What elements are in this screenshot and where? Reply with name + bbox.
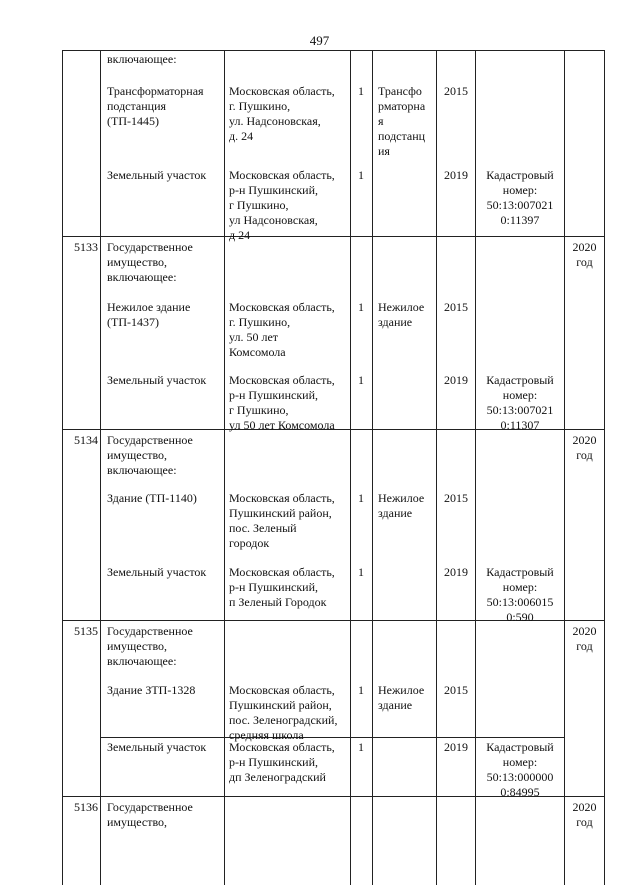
grid-line xyxy=(62,50,63,885)
row-title: Государственное имущество, включающее: xyxy=(107,624,193,668)
building-address: Московская область, г. Пушкино, ул. 50 лет Комсомола xyxy=(229,300,335,359)
land-qty: 1 xyxy=(358,740,364,754)
row-id: 5134 xyxy=(74,433,98,447)
land-address: Московская область, р-н Пушкинский, п Зеленый Городок xyxy=(229,565,335,609)
building-address: Московская область, Пушкинский район, пос. Зеленый городок xyxy=(229,491,335,550)
land-year: 2019 xyxy=(444,373,468,387)
land-qty: 1 xyxy=(358,565,364,579)
land-cadastral: Кадастровый номер: 50:13:000000 0:84995 xyxy=(486,740,554,799)
row-id: 5135 xyxy=(74,624,98,638)
building-name: Нежилое здание (ТП-1437) xyxy=(107,300,191,329)
building-type: Нежилое здание xyxy=(378,683,425,712)
row-id: 5133 xyxy=(74,240,98,254)
building-name: Здание ЗТП-1328 xyxy=(107,683,196,697)
building-qty: 1 xyxy=(358,683,364,697)
land-address: Московская область, р-н Пушкинский, г Пушкино, ул Надсоновская, д 24 xyxy=(229,168,335,242)
grid-line xyxy=(564,50,565,885)
land-cadastral: Кадастровый номер: 50:13:006015 0:590 xyxy=(486,565,554,624)
grid-line xyxy=(100,50,101,885)
row-title: Государственное имущество, включающее: xyxy=(107,240,193,284)
building-type: Трансфо рматорна я подстанц ия xyxy=(378,84,426,158)
row-title: Государственное имущество, включающее: xyxy=(107,433,193,477)
grid-line xyxy=(436,50,437,885)
land-year: 2019 xyxy=(444,168,468,182)
building-year: 2015 xyxy=(444,683,468,697)
row-period: 2020 год xyxy=(572,624,597,653)
grid-line xyxy=(350,50,351,885)
land-cadastral: Кадастровый номер: 50:13:007021 0:11397 xyxy=(486,168,554,227)
row-period: 2020 год xyxy=(572,433,597,462)
land-address: Московская область, р-н Пушкинский, дп Зеленоградский xyxy=(229,740,335,784)
continuation-label: включающее: xyxy=(107,52,177,66)
building-year: 2015 xyxy=(444,300,468,314)
land-qty: 1 xyxy=(358,373,364,387)
building-type: Нежилое здание xyxy=(378,491,425,520)
building-address: Московская область, Пушкинский район, пос. Зеленоградский, средняя школа xyxy=(229,683,338,742)
land-name: Земельный участок xyxy=(107,168,207,182)
building-qty: 1 xyxy=(358,491,364,505)
land-name: Земельный участок xyxy=(107,373,207,387)
land-cadastral: Кадастровый номер: 50:13:007021 0:11307 xyxy=(486,373,554,432)
land-address: Московская область, р-н Пушкинский, г Пушкино, ул 50 лет Комсомола xyxy=(229,373,335,432)
building-qty: 1 xyxy=(358,300,364,314)
row-period: 2020 год xyxy=(572,240,597,269)
grid-line xyxy=(604,50,605,885)
building-qty: 1 xyxy=(358,84,364,98)
land-year: 2019 xyxy=(444,565,468,579)
building-year: 2015 xyxy=(444,84,468,98)
land-year: 2019 xyxy=(444,740,468,754)
building-name: Трансформаторная подстанция (ТП-1445) xyxy=(107,84,204,128)
building-name: Здание (ТП-1140) xyxy=(107,491,197,505)
page-number: 497 xyxy=(309,33,330,48)
grid-line xyxy=(372,50,373,885)
grid-line xyxy=(224,50,225,885)
building-type: Нежилое здание xyxy=(378,300,425,329)
grid-line xyxy=(62,50,605,51)
land-name: Земельный участок xyxy=(107,565,207,579)
land-qty: 1 xyxy=(358,168,364,182)
building-address: Московская область, г. Пушкино, ул. Надсоновская, д. 24 xyxy=(229,84,335,143)
row-period: 2020 год xyxy=(572,800,597,829)
building-year: 2015 xyxy=(444,491,468,505)
row-id: 5136 xyxy=(74,800,98,814)
land-name: Земельный участок xyxy=(107,740,207,754)
row-title: Государственное имущество, xyxy=(107,800,193,829)
